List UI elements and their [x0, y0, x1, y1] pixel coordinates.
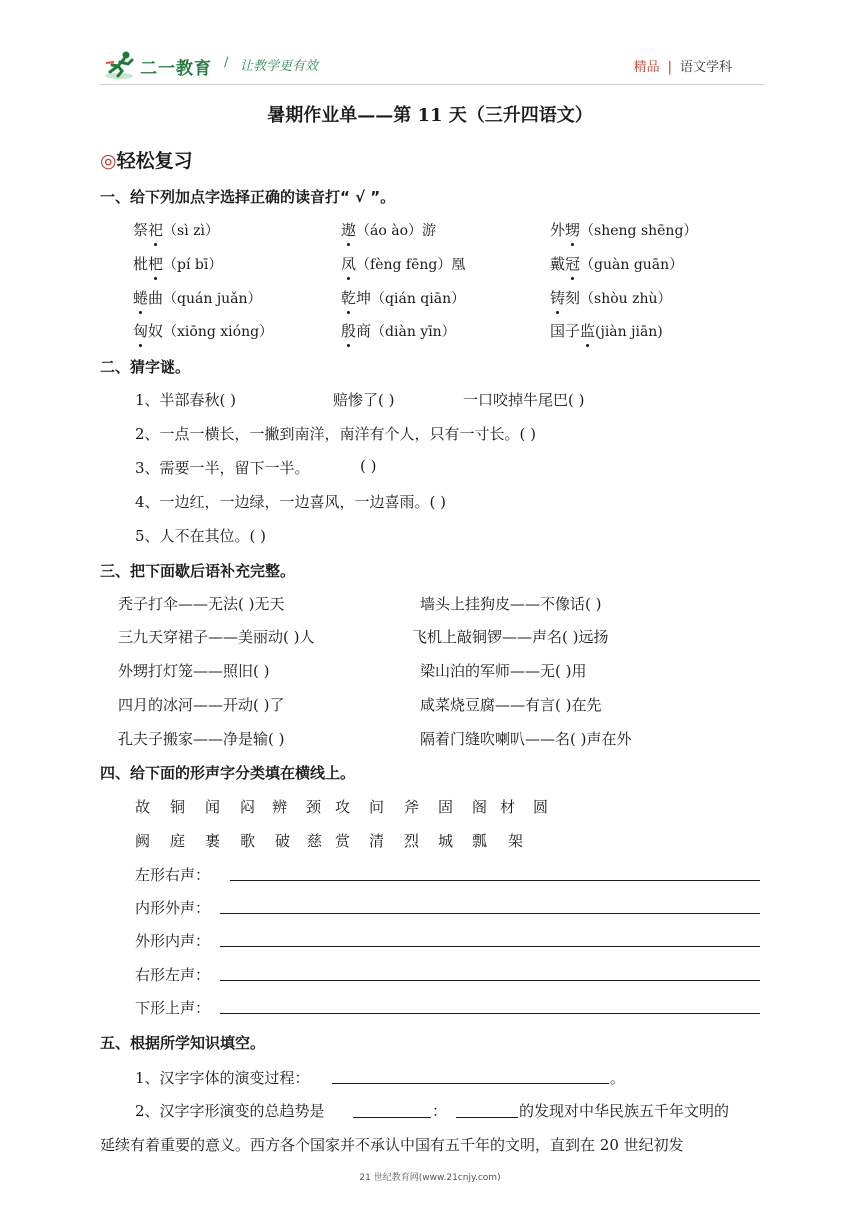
q1-pinyin-options[interactable]: （sì zì）	[163, 223, 219, 239]
q5-heading: 五、根据所学知识填空。	[100, 1034, 266, 1052]
q3-row3-right: 梁山泊的军师——无( )用	[420, 662, 587, 680]
q1-pinyin-options[interactable]: （áo ào）游	[356, 223, 437, 239]
q1-pinyin-options[interactable]: （quán juǎn）	[163, 291, 262, 307]
q3-row4-left: 四月的冰河——开动( )了	[118, 696, 285, 714]
q4-category-label: 外形内声：	[135, 932, 211, 950]
q4-answer-line[interactable]	[220, 946, 760, 947]
q4-character: 烈	[404, 832, 420, 850]
q2-line1-a: 1、半部春秋( )	[135, 391, 237, 409]
q1-dotted-char: 遨	[341, 221, 357, 239]
q1-item-suffix: 曲	[148, 289, 164, 307]
q4-character: 慈	[307, 832, 323, 850]
header-slogan: 让教学更有效	[240, 59, 319, 74]
q5-item2-b: ：	[432, 1102, 448, 1120]
header-rule	[100, 84, 764, 85]
q4-character: 破	[275, 832, 291, 850]
q4-category-label: 右形左声：	[135, 966, 211, 984]
runner-logo-icon	[104, 50, 138, 80]
q1-item-prefix: 祭	[133, 221, 149, 239]
q4-answer-line[interactable]	[220, 980, 760, 981]
q4-character: 歌	[240, 832, 256, 850]
q1-item	[133, 320, 273, 341]
q3-row1-right: 墙头上挂狗皮——不像话( )	[420, 595, 602, 613]
q4-character: 闷	[240, 798, 256, 816]
q5-item1-blank[interactable]	[332, 1083, 609, 1084]
q1-item-suffix: 奴	[148, 322, 164, 340]
q1-dotted-char: 殷	[341, 322, 357, 340]
q4-character: 故	[135, 798, 151, 816]
q4-answer-line[interactable]	[220, 1013, 760, 1014]
q1-pinyin-options[interactable]: （pí bī）	[163, 257, 223, 273]
q4-character: 城	[438, 832, 454, 850]
q1-dotted-char: 蜷	[133, 289, 149, 307]
q1-item	[133, 287, 262, 308]
q4-character: 圆	[533, 798, 549, 816]
q1-item-prefix: 国子	[550, 322, 581, 340]
q2-line5: 5、人不在其位。( )	[135, 527, 267, 545]
page-footer: 21 世纪教育网(www.21cnjy.com)	[359, 1173, 501, 1183]
brand-logo	[104, 48, 214, 82]
q4-character: 攻	[335, 798, 351, 816]
q4-character: 裹	[205, 832, 221, 850]
q1-pinyin-options[interactable]: （qián qiān）	[371, 291, 466, 307]
q1-dotted-char: 杷	[148, 255, 164, 273]
q4-character: 铜	[170, 798, 186, 816]
q4-character: 赏	[335, 832, 351, 850]
q1-dotted-char: 匈	[133, 322, 149, 340]
brand-name: 二一教育	[140, 59, 212, 79]
q3-row2-left: 三九天穿裙子——美丽动( )人	[118, 628, 315, 646]
q3-row3-left: 外甥打灯笼——照旧( )	[118, 662, 270, 680]
q1-item	[550, 320, 663, 341]
q2-line3-blank: ( )	[360, 457, 377, 475]
q1-item	[341, 219, 436, 240]
q4-character: 闻	[205, 798, 221, 816]
q3-row2-right: 飞机上敲铜锣——声名( )远扬	[412, 628, 609, 646]
q1-item	[550, 219, 697, 240]
q5-item1-end: 。	[610, 1069, 626, 1087]
q1-dotted-char: 凤	[341, 255, 357, 273]
q4-answer-line[interactable]	[230, 880, 760, 881]
q4-character: 问	[369, 798, 385, 816]
subject-label: 语文学科	[679, 60, 732, 75]
q3-row1-left: 秃子打伞——无法( )无天	[118, 595, 285, 613]
q2-line1-b: 赔惨了( )	[333, 391, 395, 409]
q4-character: 阁	[472, 798, 488, 816]
q1-item-suffix: 坤	[356, 289, 372, 307]
q4-character: 斧	[404, 798, 420, 816]
q4-category-label: 内形外声：	[135, 899, 211, 917]
q5-item2-line2: 延续有着重要的意义。西方各个国家并不承认中国有五千年的文明，直到在 20 世纪初发	[100, 1136, 684, 1154]
q1-item-prefix: 戴	[550, 255, 566, 273]
q1-pinyin-options[interactable]: （diàn yīn）	[371, 324, 456, 340]
q5-item2-c: 的发现对中华民族五千年文明的	[519, 1102, 730, 1120]
q2-line3: 3、需要一半，留下一半。	[135, 459, 310, 477]
q1-item	[341, 253, 465, 274]
q4-answer-line[interactable]	[220, 913, 760, 914]
section-heading	[100, 146, 193, 173]
q5-item2-blank2[interactable]	[456, 1117, 518, 1118]
q1-dotted-char: 乾	[341, 289, 357, 307]
q1-item-suffix: 刻	[565, 289, 581, 307]
page-title: 暑期作业单——第 11 天（三升四语文）	[267, 105, 593, 126]
q5-item2-a: 2、汉字字形演变的总趋势是	[135, 1102, 325, 1120]
q5-item1-label: 1、汉字字体的演变过程：	[135, 1069, 310, 1087]
q4-heading: 四、给下面的形声字分类填在横线上。	[100, 764, 356, 782]
q1-item	[550, 253, 683, 274]
q1-dotted-char: 祀	[148, 221, 164, 239]
q1-item-prefix: 外	[550, 221, 566, 239]
q1-item-prefix: 枇	[133, 255, 149, 273]
q1-item	[341, 320, 456, 341]
quality-badge: 精品	[633, 60, 660, 75]
q4-character: 固	[438, 798, 454, 816]
q1-item	[341, 287, 465, 308]
q1-item	[133, 253, 222, 274]
header-subject	[634, 56, 732, 75]
q4-character: 颈	[306, 798, 322, 816]
q4-character: 架	[508, 832, 524, 850]
q1-dotted-char: 铸	[550, 289, 566, 307]
q5-item2-blank1[interactable]	[353, 1117, 431, 1118]
q1-item	[550, 287, 672, 308]
q1-dotted-char: 监	[580, 322, 596, 340]
q4-character: 材	[500, 798, 516, 816]
q3-heading: 三、把下面歇后语补充完整。	[100, 562, 296, 580]
q1-pinyin-options[interactable]: （xiōng xióng）	[163, 324, 274, 340]
q4-character: 瓢	[472, 832, 488, 850]
q4-category-label: 左形右声：	[135, 866, 211, 884]
header-divider: |	[667, 60, 672, 75]
section-label: 轻松复习	[116, 150, 193, 172]
q1-pinyin-options[interactable]: （fèng fēng）凰	[356, 257, 466, 273]
q2-heading: 二、猜字谜。	[100, 358, 191, 376]
q4-character: 阙	[135, 832, 151, 850]
q2-line4: 4、一边红，一边绿，一边喜风，一边喜雨。( )	[135, 493, 447, 511]
q4-character: 庭	[170, 832, 186, 850]
q1-pinyin-options[interactable]: （sheng shēng）	[580, 223, 698, 239]
q4-character: 辨	[272, 798, 288, 816]
q1-item-suffix: 商	[356, 322, 372, 340]
header-slash: /	[224, 55, 229, 70]
q3-row4-right: 咸菜烧豆腐——有言( )在先	[420, 696, 602, 714]
q2-line1-c: 一口咬掉牛尾巴( )	[463, 391, 585, 409]
q2-line2: 2、一点一横长，一撇到南洋，南洋有个人，只有一寸长。( )	[135, 425, 537, 443]
q1-pinyin-options[interactable]: (jiàn jiān)	[595, 324, 663, 340]
q1-dotted-char: 冠	[565, 255, 581, 273]
q1-dotted-char: 甥	[565, 221, 581, 239]
q3-row5-right: 隔着门缝吹喇叭——名( )声在外	[420, 730, 632, 748]
q1-pinyin-options[interactable]: （shòu zhù）	[580, 291, 672, 307]
q4-category-label: 下形上声：	[135, 999, 211, 1017]
q1-heading: 一、给下列加点字选择正确的读音打“ √ ”。	[100, 188, 396, 206]
q1-pinyin-options[interactable]: （guàn guān）	[580, 257, 684, 273]
target-circle-icon: ◎	[100, 150, 117, 172]
q1-item	[133, 219, 219, 240]
q4-character: 清	[369, 832, 385, 850]
q3-row5-left: 孔夫子搬家——净是输( )	[118, 730, 285, 748]
